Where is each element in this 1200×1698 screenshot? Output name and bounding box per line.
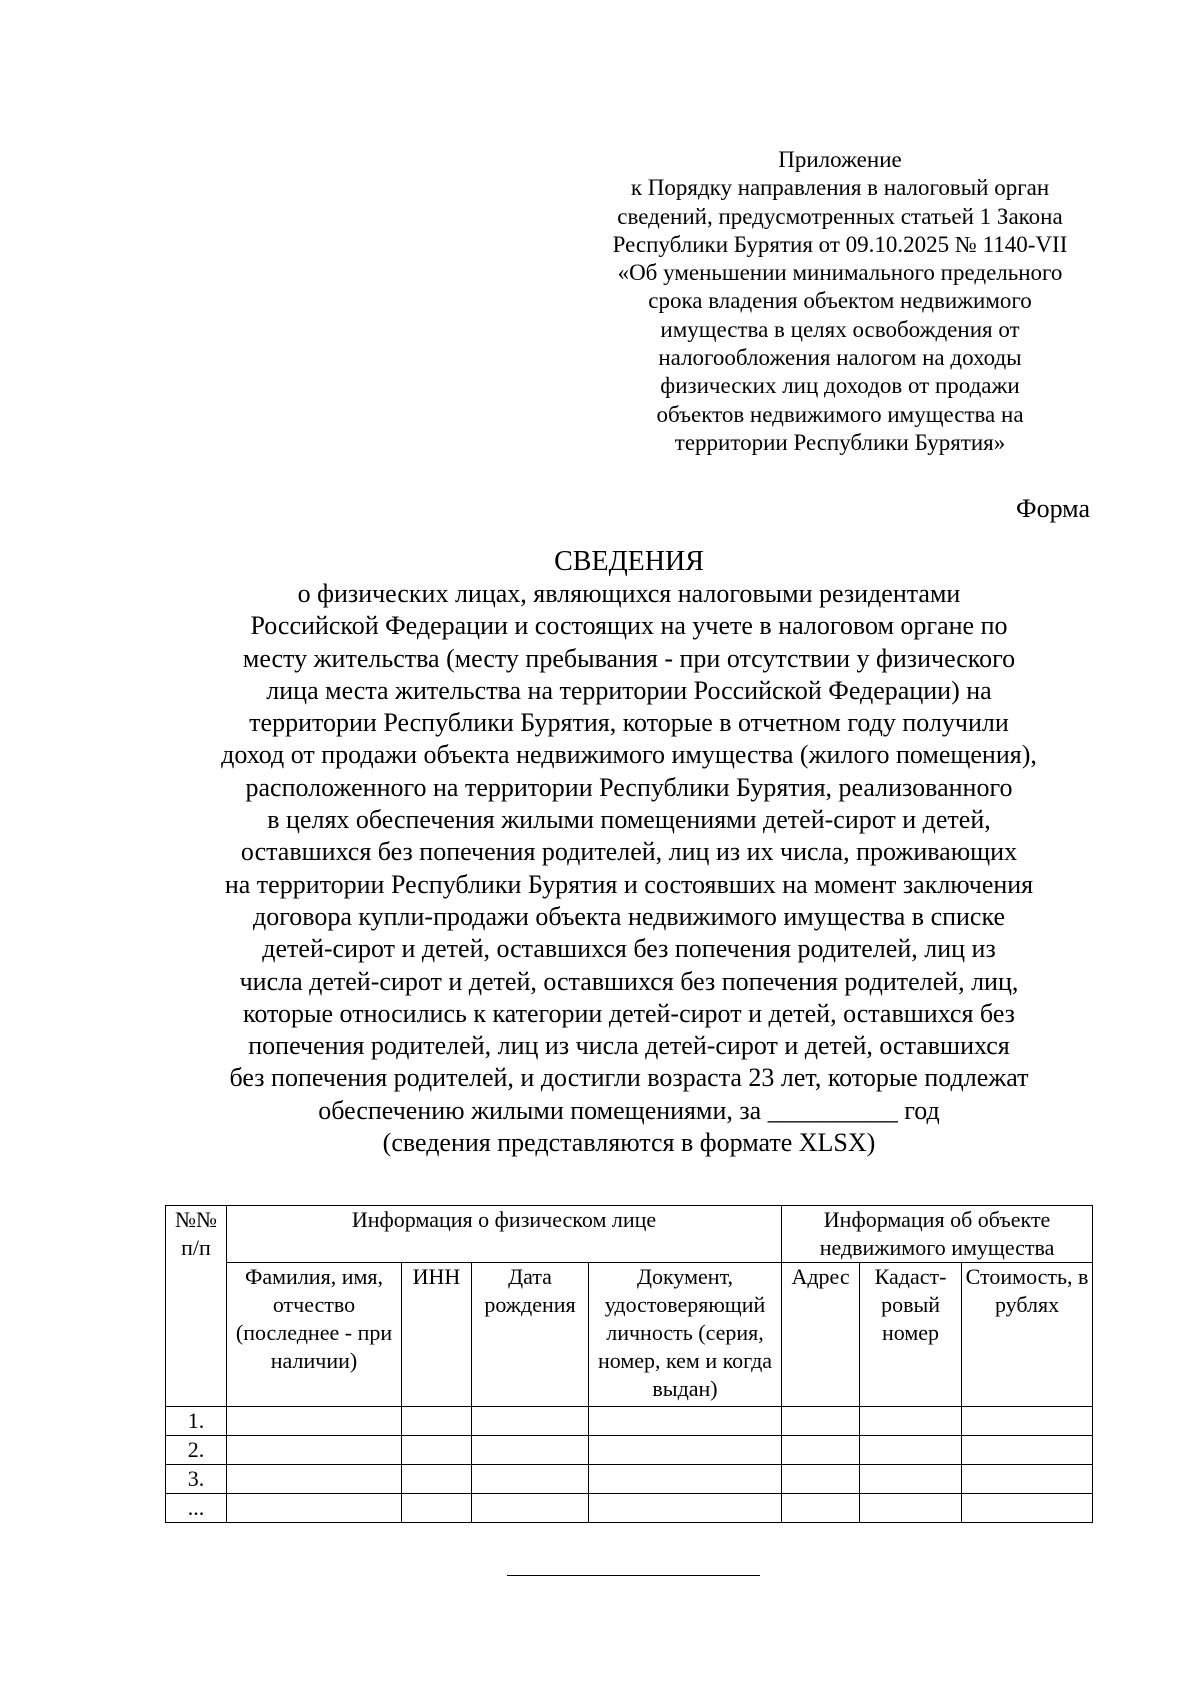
subtitle-line: числа детей-сирот и детей, оставшихся без попечения родителей, лиц,: [239, 966, 1019, 996]
subtitle-line: договора купли-продажи объекта недвижимого имущества в списке: [252, 901, 1006, 931]
table-cell: [402, 1494, 472, 1523]
form-label: Форма: [1016, 494, 1090, 523]
subtitle-line: в целях обеспечения жилыми помещениями детей-сирот и детей,: [267, 805, 991, 835]
appendix-line: объектов недвижимого имущества на: [656, 401, 1024, 427]
header-property-group: Информация об объекте недвижимого имущества: [782, 1206, 1093, 1263]
subtitle-line: оставшихся без попечения родителей, лиц из их числа, проживающих: [240, 837, 1018, 867]
subtitle-line: о физических лицах, являющихся налоговыми резидентами: [297, 579, 961, 608]
subtitle-line: которые относились к категории детей-сирот и детей, оставшихся без: [243, 998, 1015, 1028]
row-number: 3.: [166, 1465, 227, 1494]
header-address: Адрес: [782, 1263, 860, 1407]
subtitle-line: территории Республики Бурятия, которые в отчетном году получили: [249, 708, 1009, 738]
table-cell: [402, 1436, 472, 1465]
table-cell: [860, 1407, 962, 1436]
header-fio: Фамилия, имя, отчество (последнее - при наличии): [227, 1263, 402, 1407]
document-title: СВЕДЕНИЯ: [554, 546, 704, 577]
row-number: 1.: [166, 1407, 227, 1436]
subtitle-line: доход от продажи объекта недвижимого имущества (жилого помещения),: [221, 740, 1037, 770]
table-cell: [962, 1465, 1093, 1494]
table-cell: [227, 1465, 402, 1494]
table-cell: [782, 1494, 860, 1523]
appendix-line: к Порядку направления в налоговый орган: [630, 175, 1050, 201]
subtitle-line: обеспечению жилыми помещениями, за __________ год: [318, 1095, 940, 1125]
table-cell: [227, 1436, 402, 1465]
table-cell: [860, 1494, 962, 1523]
table-cell: [472, 1494, 589, 1523]
subtitle-line: (сведения представляются в формате XLSX): [382, 1128, 876, 1158]
appendix-line: территории Республики Бурятия»: [674, 429, 1006, 455]
header-person-group: Информация о физическом лице: [227, 1206, 782, 1263]
table-cell: [472, 1465, 589, 1494]
table-cell: [227, 1407, 402, 1436]
table-cell: [860, 1436, 962, 1465]
table-cell: [589, 1436, 782, 1465]
table-cell: [589, 1465, 782, 1494]
subtitle-line: месту жительства (месту пребывания - при отсутствии у физического: [242, 643, 1016, 673]
table-cell: [402, 1407, 472, 1436]
table-row: [166, 1407, 1093, 1436]
subtitle-line: детей-сирот и детей, оставшихся без попечения родителей, лиц из: [262, 934, 996, 964]
appendix-header: [585, 146, 1095, 457]
appendix-line: физических лиц доходов от продажи: [660, 373, 1020, 399]
subtitle-line: без попечения родителей, и достигли возраста 23 лет, которые подлежат: [229, 1063, 1029, 1093]
subtitle-line: Российской Федерации и состоящих на учете в налоговом органе по: [250, 611, 1008, 641]
row-number: 2.: [166, 1436, 227, 1465]
table-row: [166, 1465, 1093, 1494]
appendix-line: Республики Бурятия от 09.10.2025 № 1140-VII: [612, 231, 1068, 257]
table-subheader-row: [166, 1263, 1093, 1407]
data-table: [165, 1205, 1093, 1523]
header-id-document: Документ, удостоверяющий личность (серия, номер, кем и когда выдан): [589, 1263, 782, 1407]
appendix-line: срока владения объектом недвижимого: [648, 288, 1032, 314]
appendix-line: Приложение: [778, 147, 902, 172]
table-cell: [860, 1465, 962, 1494]
appendix-line: «Об уменьшении минимального предельного: [617, 260, 1063, 286]
table-cell: [782, 1436, 860, 1465]
subtitle-line: лица места жительства на территории Российской Федерации) на: [266, 675, 992, 705]
table-cell: [962, 1436, 1093, 1465]
table-cell: [589, 1494, 782, 1523]
row-number: ...: [166, 1494, 227, 1523]
table-cell: [472, 1436, 589, 1465]
table-cell: [589, 1407, 782, 1436]
table-header-row: [166, 1206, 1093, 1263]
table-cell: [782, 1407, 860, 1436]
header-birth-date: Дата рождения: [472, 1263, 589, 1407]
appendix-line: сведений, предусмотренных статьей 1 Закона: [617, 203, 1063, 229]
table-cell: [472, 1407, 589, 1436]
table-row: [166, 1494, 1093, 1523]
table-cell: [962, 1407, 1093, 1436]
header-cost: Стоимость, в рублях: [962, 1263, 1093, 1407]
header-cadastral: Кадаст-ровый номер: [860, 1263, 962, 1407]
footer-divider: [507, 1575, 760, 1576]
header-num: №№ п/п: [166, 1206, 227, 1407]
document-subtitle: [0, 578, 1200, 1159]
subtitle-line: попечения родителей, лиц из числа детей-сирот и детей, оставшихся: [248, 1031, 1010, 1061]
table-row: [166, 1436, 1093, 1465]
table-cell: [402, 1465, 472, 1494]
appendix-line: налогообложения налогом на доходы: [658, 345, 1022, 371]
subtitle-line: расположенного на территории Республики Бурятия, реализованного: [245, 772, 1013, 802]
header-inn: ИНН: [402, 1263, 472, 1407]
table-cell: [962, 1494, 1093, 1523]
appendix-line: имущества в целях освобождения от: [660, 316, 1020, 342]
table-cell: [782, 1465, 860, 1494]
subtitle-line: на территории Республики Бурятия и состоявших на момент заключения: [224, 869, 1034, 899]
table-cell: [227, 1494, 402, 1523]
